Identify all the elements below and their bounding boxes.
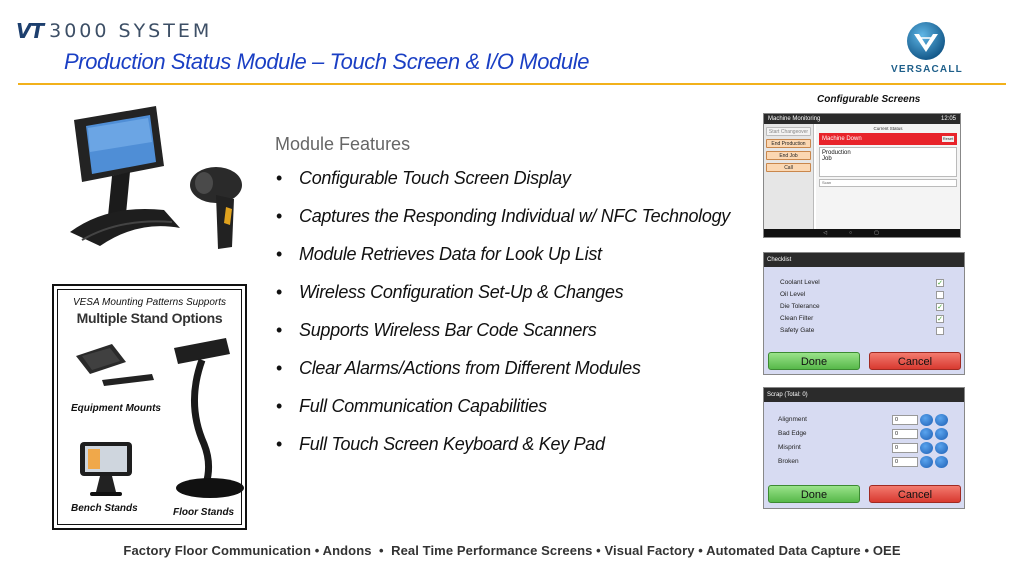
brand-vt: VT bbox=[16, 19, 44, 43]
clock-text: 12:05 bbox=[940, 116, 956, 122]
checklist-row[interactable] bbox=[780, 301, 960, 313]
checklist-item-label: Die Tolerance bbox=[780, 303, 820, 310]
machine-down-alarm[interactable] bbox=[819, 133, 957, 145]
features-list bbox=[275, 168, 730, 472]
scrap-screen bbox=[763, 387, 965, 509]
reset-button[interactable]: Reset bbox=[942, 136, 954, 141]
scan-input[interactable]: Scan bbox=[819, 179, 957, 187]
feature-item: • Wireless Configuration Set-Up & Changes bbox=[275, 282, 730, 320]
feature-item: • Clear Alarms/Actions from Different Modules bbox=[275, 358, 730, 396]
checklist-row[interactable] bbox=[780, 313, 960, 325]
increment-button[interactable] bbox=[935, 414, 948, 426]
checklist-item-label: Coolant Level bbox=[780, 279, 820, 286]
end-job-button[interactable]: End Job bbox=[766, 151, 811, 160]
footer-tagline: Factory Floor Communication • Andons • Real Time Performance Screens • Visual Factory • Automated Data Capture • OEE bbox=[123, 543, 901, 558]
call-button[interactable]: Call bbox=[766, 163, 811, 172]
versacall-logo-text: VERSACALL bbox=[891, 64, 963, 75]
stand-options-heading: Multiple Stand Options bbox=[76, 310, 223, 326]
production-label: Production bbox=[822, 150, 851, 156]
checklist-item-label: Safety Gate bbox=[780, 327, 815, 334]
machine-status-panel bbox=[816, 124, 960, 229]
checkbox-unchecked[interactable] bbox=[936, 291, 944, 299]
decrement-button[interactable] bbox=[920, 456, 933, 468]
decrement-button[interactable] bbox=[920, 414, 933, 426]
scrap-count-input[interactable]: 0 bbox=[892, 429, 918, 439]
bench-stands-label: Bench Stands bbox=[71, 503, 138, 514]
machine-monitoring-screen bbox=[763, 113, 961, 238]
checkbox-checked[interactable]: ✓ bbox=[937, 316, 943, 323]
barcode-scanner-image bbox=[186, 163, 252, 251]
brand-wordmark bbox=[16, 20, 212, 42]
checklist-row[interactable] bbox=[780, 277, 960, 289]
checkbox-checked[interactable]: ✓ bbox=[937, 304, 943, 311]
start-changeover-button[interactable]: Start Changeover bbox=[766, 127, 811, 136]
scrap-item-label: Alignment bbox=[778, 416, 807, 423]
page-title: Production Status Module – Touch Screen & I/O Module bbox=[64, 49, 590, 74]
android-nav-bar: ◁○▢ bbox=[764, 229, 960, 237]
feature-item: • Full Communication Capabilities bbox=[275, 396, 730, 434]
scrap-row bbox=[778, 428, 958, 440]
increment-button[interactable] bbox=[935, 428, 948, 440]
scrap-title: Scrap (Total: 0) bbox=[764, 388, 964, 402]
job-label: Job bbox=[822, 156, 832, 162]
title-divider bbox=[18, 83, 1006, 85]
scrap-cancel-button[interactable]: Cancel bbox=[869, 485, 961, 503]
checkbox-unchecked[interactable] bbox=[936, 327, 944, 335]
machine-action-sidebar bbox=[764, 124, 814, 229]
checklist-item-label: Oil Level bbox=[780, 291, 806, 298]
brand-system: 3000 SYSTEM bbox=[49, 20, 213, 42]
floor-stands-label: Floor Stands bbox=[173, 507, 235, 518]
configurable-screens-label: Configurable Screens bbox=[817, 94, 921, 105]
scrap-count-input[interactable]: 0 bbox=[892, 457, 918, 467]
machine-monitoring-titlebar bbox=[764, 114, 960, 124]
checklist-row[interactable] bbox=[780, 289, 960, 301]
feature-item: • Supports Wireless Bar Code Scanners bbox=[275, 320, 730, 358]
scrap-count-input[interactable]: 0 bbox=[892, 443, 918, 453]
floor-stand-image bbox=[166, 334, 246, 504]
scrap-row bbox=[778, 456, 958, 468]
checklist-cancel-button[interactable]: Cancel bbox=[869, 352, 961, 370]
feature-item: • Module Retrieves Data for Look Up List bbox=[275, 244, 730, 282]
decrement-button[interactable] bbox=[920, 442, 933, 454]
checklist-done-button[interactable]: Done bbox=[768, 352, 860, 370]
current-status-label: Current Status bbox=[873, 126, 903, 131]
stand-options-subtitle: VESA Mounting Patterns Supports bbox=[72, 297, 227, 308]
checklist-row[interactable] bbox=[780, 325, 960, 337]
feature-item: • Captures the Responding Individual w/ NFC Technology bbox=[275, 206, 730, 244]
versacall-logo-icon bbox=[906, 21, 946, 61]
increment-button[interactable] bbox=[935, 456, 948, 468]
features-title: Module Features bbox=[275, 134, 411, 154]
decrement-button[interactable] bbox=[920, 428, 933, 440]
machine-monitoring-title: Machine Monitoring bbox=[768, 116, 821, 122]
scrap-item-label: Misprint bbox=[778, 444, 801, 451]
checklist-item-label: Clean Filter bbox=[780, 315, 814, 322]
scrap-item-label: Bad Edge bbox=[778, 430, 807, 437]
feature-item: • Full Touch Screen Keyboard & Key Pad bbox=[275, 434, 730, 472]
checklist-screen bbox=[763, 252, 965, 375]
scrap-row bbox=[778, 414, 958, 426]
scrap-done-button[interactable]: Done bbox=[768, 485, 860, 503]
checklist-title: Checklist bbox=[764, 253, 964, 267]
end-production-button[interactable]: End Production bbox=[766, 139, 811, 148]
alarm-text: Machine Down bbox=[822, 136, 862, 142]
stand-options-panel bbox=[52, 284, 247, 530]
scrap-row bbox=[778, 442, 958, 454]
feature-item: • Configurable Touch Screen Display bbox=[275, 168, 730, 206]
equipment-mount-image bbox=[72, 340, 158, 386]
checkbox-checked[interactable]: ✓ bbox=[937, 280, 943, 287]
scrap-count-input[interactable]: 0 bbox=[892, 415, 918, 425]
production-card bbox=[819, 147, 957, 177]
bench-stand-image bbox=[78, 440, 134, 498]
touch-terminal-image bbox=[68, 102, 180, 250]
equipment-mounts-label: Equipment Mounts bbox=[71, 403, 161, 414]
scrap-item-label: Broken bbox=[778, 458, 799, 465]
increment-button[interactable] bbox=[935, 442, 948, 454]
